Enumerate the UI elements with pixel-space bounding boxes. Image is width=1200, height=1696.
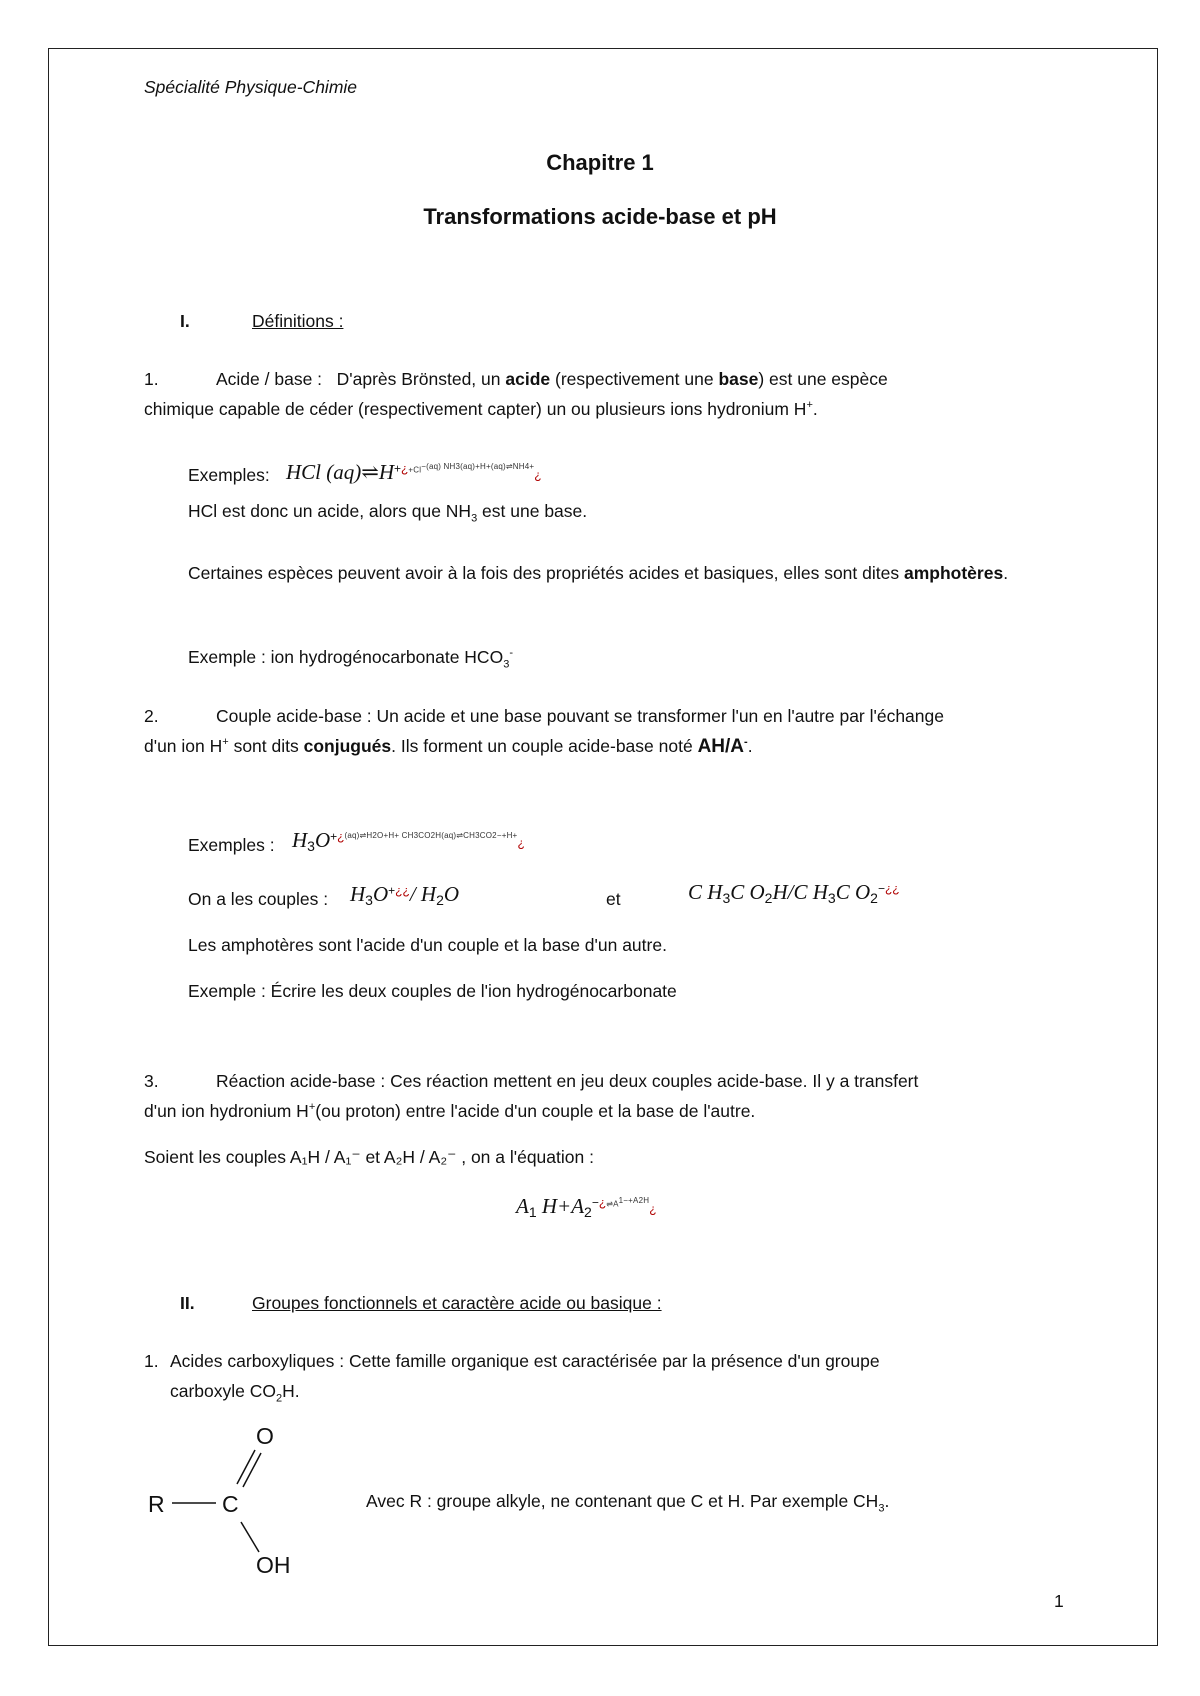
section2-item1-line2: carboxyle $CO_2H$. (170, 1381, 300, 1405)
section2-title: Groupes fonctionnels et caractère acide ou basique : (252, 1293, 662, 1313)
couple-h3o: H3O+¿¿/ H2O (350, 882, 460, 909)
amphoteres-paragraph: Certaines espèces peuvent avoir à la fois des propriétés acides et basiques, elles sont dites amphotères. (188, 563, 1009, 583)
section2-item1-line1: Acides carboxyliques : Cette famille organique est caractérisée par la présence d'un groupe (170, 1351, 880, 1371)
section2-item1-number: 1. (144, 1351, 159, 1371)
examples2-label: Exemples : (188, 835, 275, 855)
amphoteres-line: Les amphotères sont l'acide d'un couple et la base d'un autre. (188, 935, 667, 955)
item2-line2: d'un ion H+ sont dits conjugués. Ils forment un couple acide-base noté AH/A-. (144, 736, 753, 757)
item3-line2: d'un ion hydronium H+(ou proton) entre l'acide d'un couple et la base de l'autre. (144, 1101, 756, 1121)
exercise-line: Exemple : Écrire les deux couples de l'ion hydrogénocarbonate (188, 981, 677, 1001)
item3-line1: Réaction acide-base : Ces réaction mettent en jeu deux couples acide-base. Il y a transfert (216, 1071, 919, 1091)
examples1-label: Exemples: (188, 465, 270, 485)
atom-c: C (222, 1491, 239, 1517)
couples-label: On a les couples : (188, 889, 329, 909)
atom-oh: OH (256, 1552, 291, 1578)
atom-r: R (148, 1491, 165, 1517)
soient-line: Soient les couples A₁H / A₁⁻ et A₂H / A₂⁻ , on a l'équation : (144, 1147, 594, 1167)
couple-ch3co2h: C H3C O2H/C H3C O2−¿¿ (688, 880, 900, 907)
item3-number: 3. (144, 1071, 159, 1091)
chapter-subtitle: Transformations acide-base et pH (423, 204, 777, 229)
double-bond-b (243, 1453, 261, 1487)
couples-et: et (606, 889, 621, 909)
atom-o: O (256, 1423, 274, 1449)
item2-line1: Couple acide-base : Un acide et une base pouvant se transformer l'un en l'autre par l'échange (216, 706, 944, 726)
examples2-equation: $H3O^{+¿(aq)\rightleftharpoons H2O+H+ CH3CO2H(aq)\rightleftharpoons CH3CO2-+H+}¿$ (292, 828, 525, 855)
section1-title: Définitions : (252, 311, 344, 331)
examples1-equation: HCl $(aq)\rightleftharpoons H^{+¿+Cl-(aq) NH3(aq)+H+(aq)\rightleftharpoons NH4+}¿$ (286, 460, 542, 484)
section1-number: I. (180, 311, 190, 331)
example-hco3: Exemple : ion hydrogénocarbonate $HCO_3^-$ (188, 647, 513, 671)
section2-number: II. (180, 1293, 195, 1313)
header-subject: Spécialité Physique-Chimie (144, 77, 358, 97)
examples1-line: HCl est donc un acide, alors que $NH_3$ est une base. (188, 501, 588, 525)
chapter-title: Chapitre 1 (546, 150, 654, 175)
item1-number: 1. (144, 369, 159, 389)
alkyl-note: Avec R : groupe alkyle, ne contenant que C et H. Par exemple $CH_3$. (366, 1491, 890, 1515)
double-bond-a (237, 1450, 255, 1484)
item1-line2: chimique capable de céder (respectivement capter) un ou plusieurs ions hydronium H+. (144, 399, 818, 419)
bond-c-oh (241, 1522, 259, 1552)
reaction-equation: A1 $H+A2^{-¿\rightleftharpoons A1-+A2H}¿$ (516, 1194, 657, 1221)
carboxyl-structure (140, 1420, 320, 1580)
item1-line1: Acide / base : D'après Brönsted, un acide (respectivement une base) est une espèce (216, 369, 888, 389)
page-number: 1 (1054, 1591, 1064, 1611)
item2-number: 2. (144, 706, 159, 726)
